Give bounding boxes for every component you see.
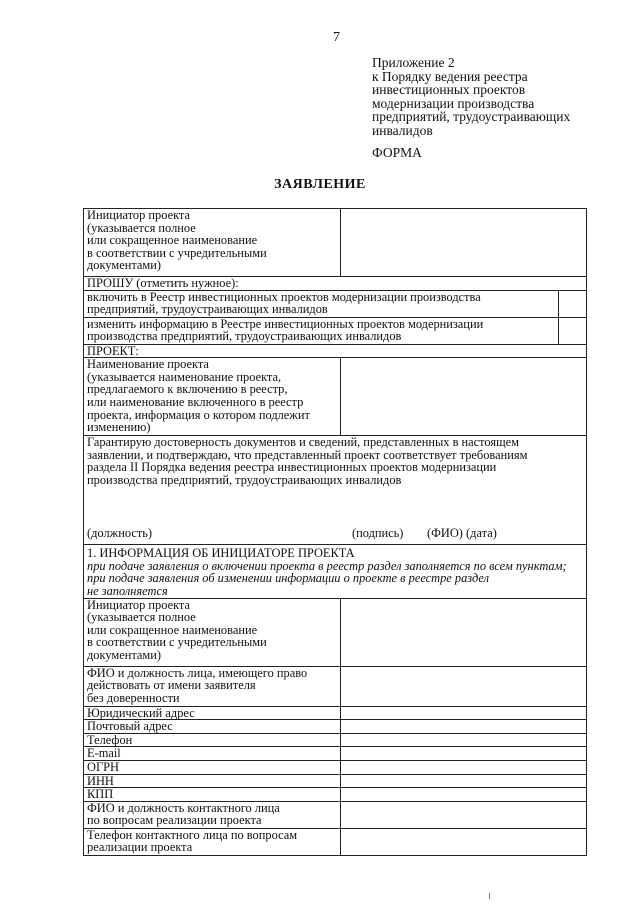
- row-kpp: [84, 788, 587, 802]
- row-contact-person: [84, 801, 587, 828]
- label-option-include: включить в Реестр инвестиционных проектов модернизации производства предприятий, трудоустраивающих инвалидов: [84, 290, 559, 317]
- checkbox-change[interactable]: [558, 317, 586, 344]
- label-inn: ИНН: [84, 774, 341, 788]
- label-request-header: ПРОШУ (отметить нужное):: [84, 277, 587, 291]
- row-head-person: [84, 666, 587, 706]
- field-contact-phone[interactable]: [340, 828, 586, 855]
- label-kpp: КПП: [84, 788, 341, 802]
- label-ogrn: ОГРН: [84, 760, 341, 774]
- field-project-name[interactable]: [340, 358, 586, 436]
- signature-label: (подпись): [352, 525, 404, 540]
- field-kpp[interactable]: [340, 788, 586, 802]
- row-initiator-2: [84, 598, 587, 666]
- label-head-person: ФИО и должность лица, имеющего право действовать от имени заявителя без доверенности: [84, 666, 341, 706]
- label-email: E-mail: [84, 747, 341, 761]
- label-initiator: Инициатор проекта (указывается полное или сокращенное наименование в соответствии с учредительными документами): [84, 209, 341, 277]
- field-postal-address[interactable]: [340, 720, 586, 734]
- row-contact-phone: [84, 828, 587, 855]
- row-inn: [84, 774, 587, 788]
- row-ogrn: [84, 760, 587, 774]
- row-phone: [84, 733, 587, 747]
- signature-fio-date-label: (ФИО) (дата): [427, 525, 497, 540]
- row-initiator: [84, 209, 587, 277]
- row-legal-address: [84, 706, 587, 720]
- page-number: 7: [333, 30, 340, 45]
- row-section1: [84, 545, 587, 598]
- label-contact-phone: Телефон контактного лица по вопросам реализации проекта: [84, 828, 341, 855]
- row-project-name: [84, 358, 587, 436]
- label-phone: Телефон: [84, 733, 341, 747]
- field-initiator-2[interactable]: [340, 598, 586, 666]
- document-title: ЗАЯВЛЕНИЕ: [274, 177, 366, 192]
- field-ogrn[interactable]: [340, 760, 586, 774]
- row-project-header: [84, 344, 587, 358]
- row-request-header: [84, 277, 587, 291]
- label-initiator-2: Инициатор проекта (указывается полное или сокращенное наименование в соответствии с учредительными документами): [84, 598, 341, 666]
- label-contact-person: ФИО и должность контактного лица по вопросам реализации проекта: [84, 801, 341, 828]
- signature-position-label: (должность): [87, 525, 153, 540]
- row-email: [84, 747, 587, 761]
- label-project-name: Наименование проекта (указывается наименование проекта, предлагаемого к включению в реестр, или наименование включенного в реестр проекта, информация о котором подлежит изменению): [84, 358, 341, 436]
- field-phone[interactable]: [340, 733, 586, 747]
- field-email[interactable]: [340, 747, 586, 761]
- field-inn[interactable]: [340, 774, 586, 788]
- application-form-table: [83, 208, 587, 856]
- field-head-person[interactable]: [340, 666, 586, 706]
- form-label: ФОРМА: [372, 145, 422, 160]
- row-option-change: [84, 317, 587, 344]
- field-initiator[interactable]: [340, 209, 586, 277]
- label-project-header: ПРОЕКТ:: [84, 344, 587, 358]
- section1-note: при подаче заявления о включении проекта в реестр раздел заполняется по всем пунктам; при подаче заявления об изменении информации о проекте в реестре раздел не заполняется: [87, 558, 567, 598]
- checkbox-include[interactable]: [558, 290, 586, 317]
- guarantee-text: Гарантирую достоверность документов и сведений, представленных в настоящем заявлении, и подтверждаю, что представленный проект соответствует требованиям раздела II Порядка ведения реестра инвестиционных проектов модернизации производства предприятий, трудоустраивающих инвалидов: [87, 435, 528, 487]
- label-legal-address: Юридический адрес: [84, 706, 341, 720]
- field-legal-address[interactable]: [340, 706, 586, 720]
- label-postal-address: Почтовый адрес: [84, 720, 341, 734]
- scan-mark: [489, 893, 490, 899]
- label-option-change: изменить информацию в Реестре инвестиционных проектов модернизации производства предприятий, трудоустраивающих инвалидов: [84, 317, 559, 344]
- row-guarantee: [84, 436, 587, 545]
- row-option-include: [84, 290, 587, 317]
- field-contact-person[interactable]: [340, 801, 586, 828]
- section1-title: 1. ИНФОРМАЦИЯ ОБ ИНИЦИАТОРЕ ПРОЕКТА: [87, 546, 355, 561]
- appendix-header: Приложение 2 к Порядку ведения реестра инвестиционных проектов модернизации производства предприятий, трудоустраивающих инвалидов: [372, 55, 571, 138]
- row-postal-address: [84, 720, 587, 734]
